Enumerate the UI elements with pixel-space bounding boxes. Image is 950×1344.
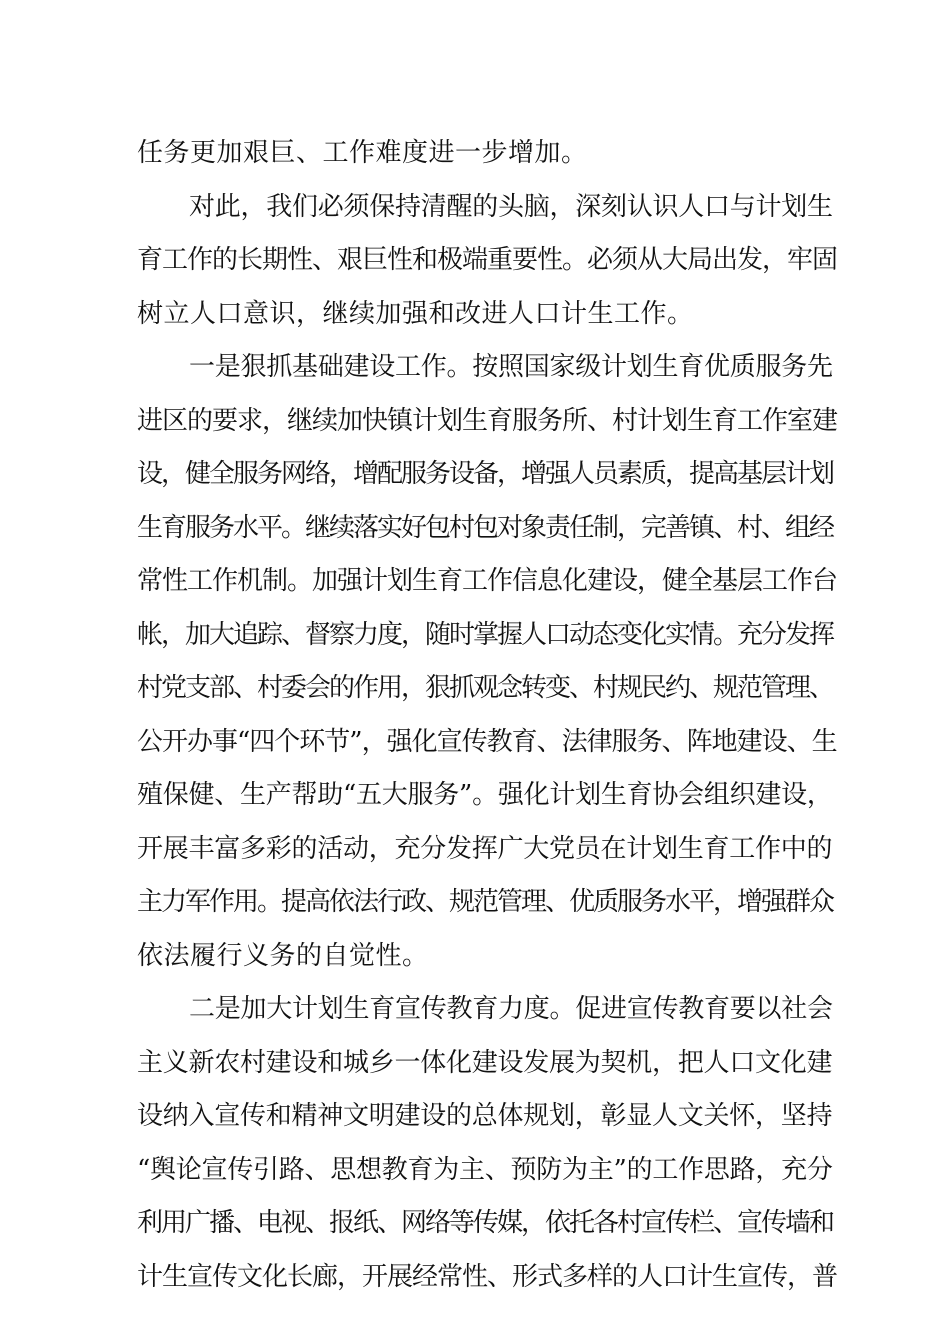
text-line: 设纳入宣传和精神文明建设的总体规划，彰显人文关怀，坚持 <box>137 1101 833 1131</box>
text-line: 常性工作机制。加强计划生育工作信息化建设，健全基层工作台 <box>137 566 838 596</box>
text-line: 开展丰富多彩的活动，充分发挥广大党员在计划生育工作中的 <box>137 833 833 864</box>
text-line: 一是狠抓基础建设工作。按照国家级计划生育优质服务先 <box>189 352 833 382</box>
text-line: 任务更加艰巨、工作难度进一步增加。 <box>137 138 588 168</box>
text-line: 主义新农村建设和城乡一体化建设发展为契机，把人口文化建 <box>137 1047 833 1078</box>
text-line: 进区的要求，继续加快镇计划生育服务所、村计划生育工作室建 <box>137 405 838 436</box>
text-line: 生育服务水平。继续落实好包村包对象责任制，完善镇、村、组经 <box>137 512 834 543</box>
text-line: 计生宣传文化长廊，开展经常性、形式多样的人口计生宣传，普 <box>137 1261 838 1292</box>
text-line: 依法履行义务的自觉性。 <box>137 940 429 971</box>
document-body <box>137 127 837 1304</box>
text-line: 二是加大计划生育宣传教育力度。促进宣传教育要以社会 <box>189 994 833 1024</box>
text-line: 主力军作用。提高依法行政、规范管理、优质服务水平，增强群众 <box>137 887 834 917</box>
text-line: “舆论宣传引路、思想教育为主、预防为主”的工作思路，充分 <box>137 1154 833 1185</box>
text-line: 对此，我们必须保持清醒的头脑，深刻认识人口与计划生 <box>189 191 833 222</box>
text-line: 村党支部、村委会的作用，狠抓观念转变、村规民约、规范管理、 <box>137 673 834 703</box>
text-line: 帐，加大追踪、督察力度，随时掌握人口动态变化实情。充分发挥 <box>137 619 834 650</box>
text-line: 殖保健、生产帮助“五大服务”。强化计划生育协会组织建设， <box>137 780 833 810</box>
text-line: 树立人口意识，继续加强和改进人口计生工作。 <box>137 298 694 329</box>
text-line: 利用广播、电视、报纸、网络等传媒，依托各村宣传栏、宣传墙和 <box>137 1208 834 1238</box>
text-line: 设，健全服务网络，增配服务设备，增强人员素质，提高基层计划 <box>137 459 834 489</box>
text-line: 育工作的长期性、艰巨性和极端重要性。必须从大局出发，牢固 <box>137 245 838 275</box>
text-line: 公开办事“四个环节”，强化宣传教育、法律服务、阵地建设、生 <box>137 726 837 757</box>
